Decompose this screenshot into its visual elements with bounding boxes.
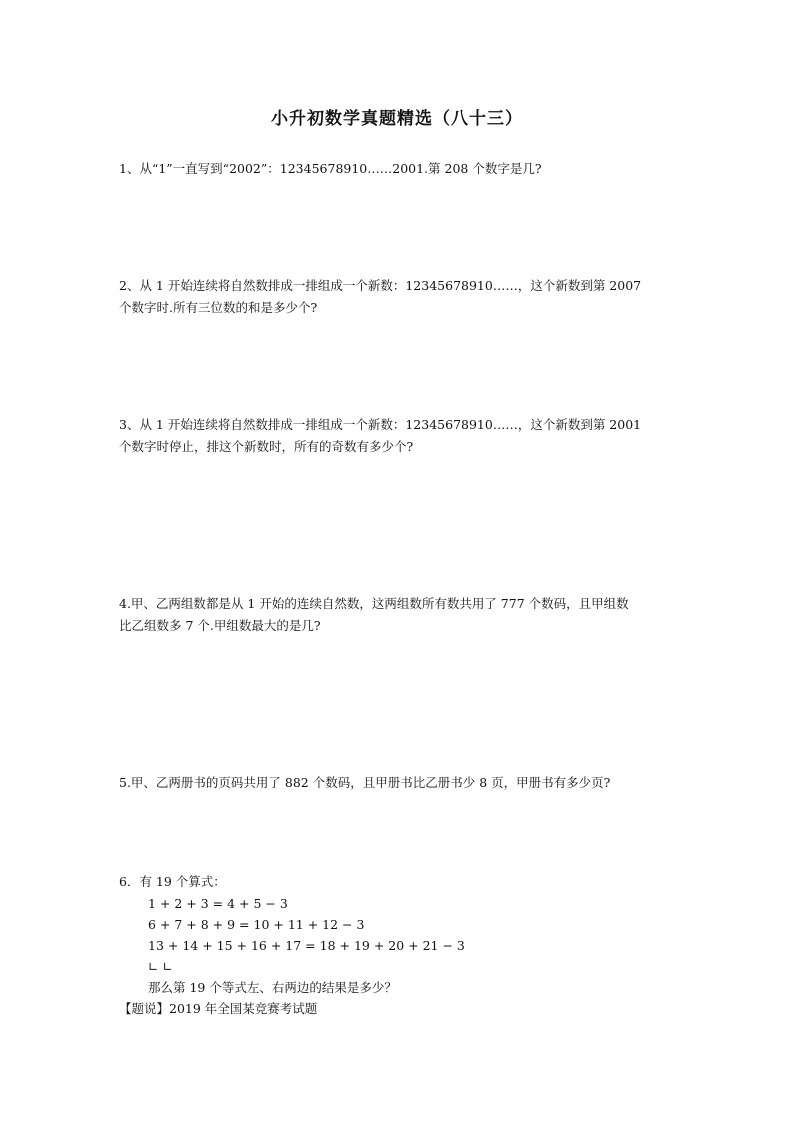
- equation-1: 1 + 2 + 3 = 4 + 5 − 3: [148, 896, 288, 911]
- equation-2: 6 + 7 + 8 + 9 = 10 + 11 + 12 − 3: [148, 917, 365, 932]
- ellipsis-marks: ∟ ∟: [148, 959, 173, 974]
- page-title: 小升初数学真题精选（八十三）: [271, 109, 523, 129]
- question-1-line-1: 1、从“1”一直写到“2002”：12345678910……2001.第 208 个数字是几?: [119, 161, 542, 176]
- question-6-line-1: 6．有 19 个算式：: [119, 874, 226, 889]
- question-2: [119, 275, 679, 319]
- question-3: [119, 414, 679, 458]
- question-4: [119, 593, 679, 637]
- question-5: [119, 772, 679, 794]
- question-3-line-2: 个数字时停止，排这个新数时，所有的奇数有多少个?: [119, 439, 414, 454]
- question-2-line-2: 个数字时.所有三位数的和是多少个?: [119, 300, 318, 315]
- question-5-line-1: 5.甲、乙两册书的页码共用了 882 个数码，且甲册书比乙册书少 8 页，甲册书有多少页?: [119, 775, 611, 790]
- question-1: [119, 158, 679, 180]
- equation-list: [148, 893, 465, 998]
- question-2-line-1: 2、从 1 开始连续将自然数排成一排组成一个新数：12345678910……，这个新数到第 2007: [119, 278, 642, 293]
- equation-3: 13 + 14 + 15 + 16 + 17 = 18 + 19 + 20 + 21 − 3: [148, 938, 465, 953]
- source-note: 【题说】2019 年全国某竞赛考试题: [119, 1001, 318, 1016]
- question-4-line-2: 比乙组数多 7 个.甲组数最大的是几?: [119, 618, 321, 633]
- question-4-line-1: 4.甲、乙两组数都是从 1 开始的连续自然数，这两组数所有数共用了 777 个数码，且甲组数: [119, 596, 629, 611]
- question-3-line-1: 3、从 1 开始连续将自然数排成一排组成一个新数：12345678910……，这个新数到第 2001: [119, 417, 642, 432]
- question-6: [119, 871, 679, 893]
- question-6-ask: 那么第 19 个等式左、右两边的结果是多少？: [148, 980, 397, 995]
